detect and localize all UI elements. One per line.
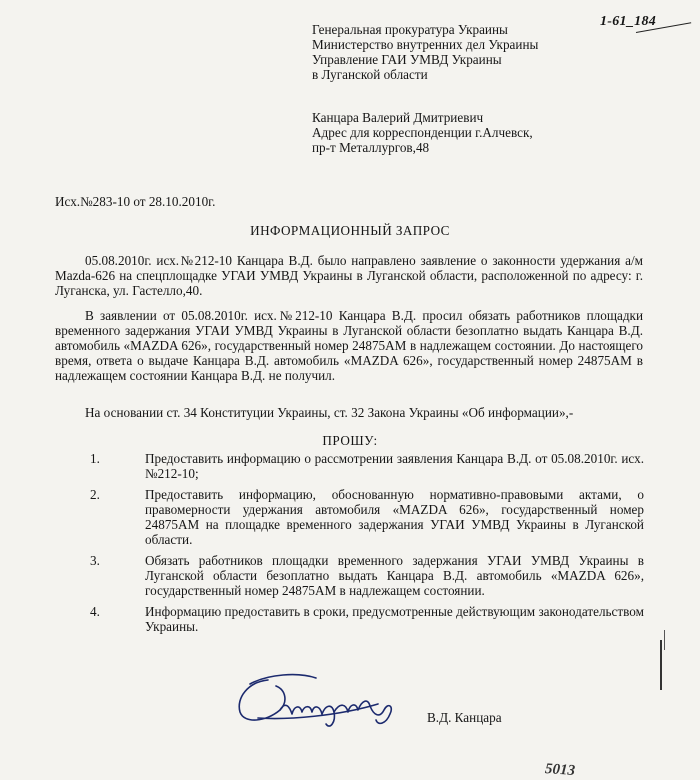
- sender-address: пр-т Металлургов,48: [312, 140, 430, 155]
- list-number: 1.: [90, 451, 100, 466]
- request-heading: ПРОШУ:: [322, 433, 378, 448]
- sender-address: Адрес для корреспонденции г.Алчевск,: [312, 125, 533, 140]
- list-text: Обязать работников площадки временного задержания УГАИ УМВД Украины в Луганской области безоплатно выдать Канцара В.Д. автомобиль «MAZDA 626», государственный номер 24875АМ в надлежащем состоянии.: [145, 553, 644, 598]
- list-text: Информацию предоставить в сроки, предусмотренные действующим законодательством Украины.: [145, 604, 644, 634]
- recipient-line: Генеральная прокуратура Украины: [312, 22, 508, 37]
- recipient-line: в Луганской области: [312, 67, 428, 82]
- sender-name: Канцара Валерий Дмитриевич: [312, 110, 484, 125]
- legal-basis-paragraph: На основании ст. 34 Конституции Украины, ст. 32 Закона Украины «Об информации»,-: [85, 405, 574, 420]
- list-item: [90, 487, 644, 547]
- recipient-line: Управление ГАИ УМВД Украины: [312, 52, 502, 67]
- outgoing-reference: Исх.№283-10 от 28.10.2010г.: [55, 194, 216, 209]
- list-number: 2.: [90, 487, 100, 502]
- recipient-line: Министерство внутренних дел Украины: [312, 37, 539, 52]
- list-text: Предоставить информацию о рассмотрении заявления Канцара В.Д. от 05.08.2010г. исх.№212-10;: [145, 451, 644, 481]
- bottom-handwritten-mark: 5013: [544, 760, 576, 780]
- scan-mark: [664, 630, 665, 650]
- request-list: [90, 451, 644, 640]
- document-id: 1-61_184: [600, 14, 657, 29]
- list-item: [90, 553, 644, 598]
- list-number: 4.: [90, 604, 100, 619]
- body-paragraph: В заявлении от 05.08.2010г. исх.№212-10 Канцара В.Д. просил обязать работников площадки временного задержания УГАИ УМВД Украины в Луганской области безоплатно выдать Канцара В.Д. автомобиль «MAZDA 626», государственный номер 24875АМ в надлежащем состоянии. До настоящего время, ответа о выдачe Канцара В.Д. автомобиль «MAZDA 626», государственный номер 24875АМ в надлежащем состоянии Канцара В.Д. не получил.: [55, 308, 643, 383]
- list-number: 3.: [90, 553, 100, 568]
- recipients-block: [312, 22, 692, 82]
- body-paragraph: 05.08.2010г. исх.№212-10 Канцара В.Д. было направлено заявление о законности удержания а/м Mazda-626 на спецплощадке УГАИ УМВД Украины в Луганской области, расположенной по адресу: г. Луганска, ул. Гастелло,40.: [55, 253, 643, 298]
- scan-mark: [660, 640, 662, 690]
- list-item: [90, 604, 644, 634]
- handwritten-signature: [228, 660, 418, 740]
- list-item: [90, 451, 644, 481]
- sender-block: [312, 110, 692, 155]
- list-text: Предоставить информацию, обоснованную нормативно-правовыми актами, о правомерности удержания автомобиля «MAZDA 626», государственный номер 24875АМ на площадке временного задержания УГАИ УМВД Украины в Луганской области.: [145, 487, 644, 547]
- document-title: ИНФОРМАЦИОННЫЙ ЗАПРОС: [250, 223, 450, 238]
- signer-name: В.Д. Канцара: [427, 710, 502, 725]
